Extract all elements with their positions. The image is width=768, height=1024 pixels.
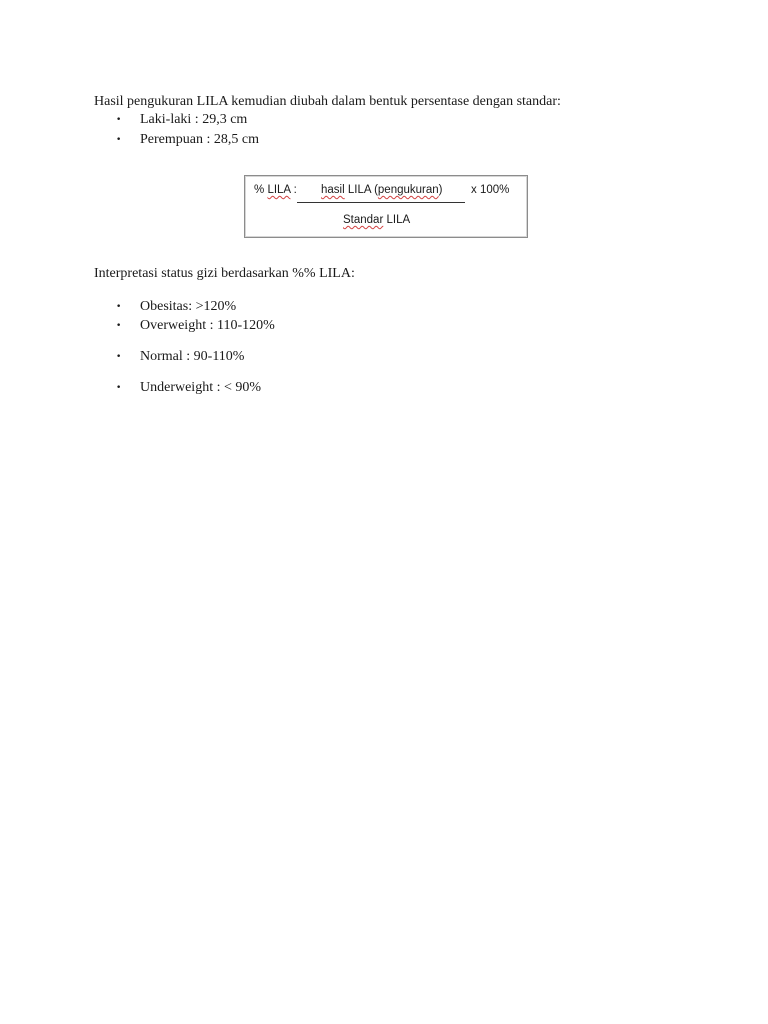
list-item bbox=[116, 348, 416, 366]
bullet-icon: • bbox=[116, 115, 122, 125]
denominator-word-lila: LILA bbox=[383, 214, 411, 226]
list-item bbox=[116, 379, 416, 397]
fraction-line bbox=[297, 202, 465, 203]
formula-multiplier: x 100% bbox=[471, 184, 510, 196]
formula-percent-sign: % bbox=[254, 184, 265, 196]
category-obesitas: Obesitas: >120% bbox=[140, 299, 237, 314]
formula-box bbox=[244, 175, 528, 238]
numerator-word-hasil: hasil bbox=[321, 184, 345, 196]
bullet-icon: • bbox=[116, 135, 122, 145]
list-item bbox=[116, 131, 416, 149]
formula-colon: : bbox=[290, 184, 297, 196]
formula-numerator bbox=[321, 184, 443, 196]
standard-male: Laki-laki : 29,3 cm bbox=[140, 112, 248, 127]
standards-list bbox=[116, 111, 416, 149]
numerator-word-lila: LILA ( bbox=[344, 184, 378, 196]
formula-denominator bbox=[343, 214, 410, 226]
list-item bbox=[116, 317, 416, 335]
list-item bbox=[116, 111, 416, 129]
standard-female: Perempuan : 28,5 cm bbox=[140, 132, 259, 147]
list-item bbox=[116, 298, 416, 316]
numerator-close-paren: ) bbox=[438, 184, 443, 196]
numerator-word-pengukuran: pengukuran bbox=[377, 184, 439, 196]
denominator-word-standar: Standar bbox=[343, 214, 384, 226]
intro-paragraph: Hasil pengukuran LILA kemudian diubah dalam bentuk persentase dengan standar: bbox=[94, 94, 561, 109]
category-overweight: Overweight : 110-120% bbox=[140, 318, 275, 333]
category-normal: Normal : 90-110% bbox=[140, 349, 245, 364]
bullet-icon: • bbox=[116, 352, 122, 362]
interpretation-paragraph: Interpretasi status gizi berdasarkan %% LILA: bbox=[94, 266, 355, 281]
category-underweight: Underweight : < 90% bbox=[140, 380, 262, 395]
bullet-icon: • bbox=[116, 383, 122, 393]
bullet-icon: • bbox=[116, 321, 122, 331]
formula-lila-term: LILA bbox=[267, 184, 291, 196]
formula-lhs bbox=[254, 184, 297, 196]
bullet-icon: • bbox=[116, 302, 122, 312]
